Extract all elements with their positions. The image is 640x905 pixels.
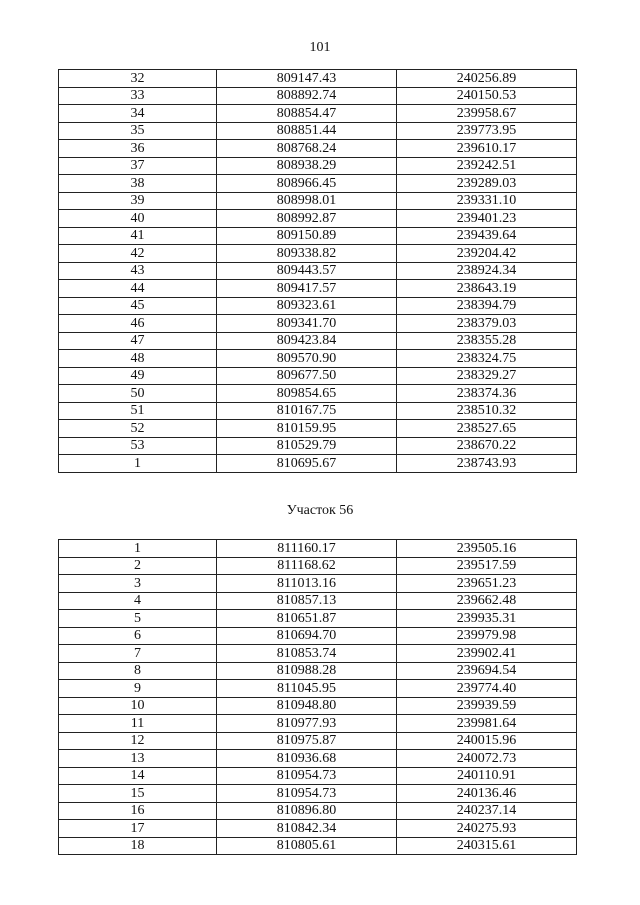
x-coordinate-cell: 810936.68	[217, 750, 397, 768]
x-coordinate-cell: 810651.87	[217, 610, 397, 628]
y-coordinate-cell: 240256.89	[397, 70, 577, 88]
table-row	[59, 540, 577, 558]
y-coordinate-cell: 240237.14	[397, 802, 577, 820]
point-number-cell: 4	[59, 592, 217, 610]
x-coordinate-cell: 809443.57	[217, 262, 397, 280]
table-row	[59, 227, 577, 245]
table-row	[59, 350, 577, 368]
x-coordinate-cell: 809677.50	[217, 367, 397, 385]
table-row	[59, 610, 577, 628]
x-coordinate-cell: 810695.67	[217, 455, 397, 473]
x-coordinate-cell: 808854.47	[217, 105, 397, 123]
x-coordinate-cell: 810948.80	[217, 697, 397, 715]
table-row	[59, 385, 577, 403]
x-coordinate-cell: 810954.73	[217, 785, 397, 803]
y-coordinate-cell: 239289.03	[397, 175, 577, 193]
point-number-cell: 48	[59, 350, 217, 368]
x-coordinate-cell: 810167.75	[217, 402, 397, 420]
point-number-cell: 8	[59, 662, 217, 680]
y-coordinate-cell: 238670.22	[397, 437, 577, 455]
table-row	[59, 732, 577, 750]
x-coordinate-cell: 810159.95	[217, 420, 397, 438]
table-row	[59, 820, 577, 838]
point-number-cell: 11	[59, 715, 217, 733]
x-coordinate-cell: 808998.01	[217, 192, 397, 210]
table-row	[59, 420, 577, 438]
page-number: 101	[309, 40, 331, 55]
point-number-cell: 16	[59, 802, 217, 820]
point-number-cell: 13	[59, 750, 217, 768]
table-row	[59, 105, 577, 123]
y-coordinate-cell: 239958.67	[397, 105, 577, 123]
point-number-cell: 49	[59, 367, 217, 385]
x-coordinate-cell: 809147.43	[217, 70, 397, 88]
point-number-cell: 5	[59, 610, 217, 628]
table-row	[59, 455, 577, 473]
y-coordinate-cell: 239204.42	[397, 245, 577, 263]
table-row	[59, 575, 577, 593]
point-number-cell: 36	[59, 140, 217, 158]
point-number-cell: 53	[59, 437, 217, 455]
point-number-cell: 15	[59, 785, 217, 803]
y-coordinate-cell: 238324.75	[397, 350, 577, 368]
point-number-cell: 38	[59, 175, 217, 193]
point-number-cell: 45	[59, 297, 217, 315]
y-coordinate-cell: 238355.28	[397, 332, 577, 350]
point-number-cell: 44	[59, 280, 217, 298]
point-number-cell: 32	[59, 70, 217, 88]
coordinates-table-2-body	[59, 540, 577, 855]
y-coordinate-cell: 239242.51	[397, 157, 577, 175]
point-number-cell: 3	[59, 575, 217, 593]
x-coordinate-cell: 808992.87	[217, 210, 397, 228]
y-coordinate-cell: 239694.54	[397, 662, 577, 680]
x-coordinate-cell: 809338.82	[217, 245, 397, 263]
y-coordinate-cell: 239651.23	[397, 575, 577, 593]
table-row	[59, 697, 577, 715]
point-number-cell: 47	[59, 332, 217, 350]
table-row	[59, 767, 577, 785]
x-coordinate-cell: 811013.16	[217, 575, 397, 593]
x-coordinate-cell: 809570.90	[217, 350, 397, 368]
point-number-cell: 1	[59, 455, 217, 473]
table-row	[59, 280, 577, 298]
y-coordinate-cell: 240150.53	[397, 87, 577, 105]
table-row	[59, 175, 577, 193]
y-coordinate-cell: 239935.31	[397, 610, 577, 628]
y-coordinate-cell: 238374.36	[397, 385, 577, 403]
x-coordinate-cell: 808966.45	[217, 175, 397, 193]
table-row	[59, 140, 577, 158]
x-coordinate-cell: 810529.79	[217, 437, 397, 455]
point-number-cell: 10	[59, 697, 217, 715]
y-coordinate-cell: 238379.03	[397, 315, 577, 333]
table-row	[59, 557, 577, 575]
x-coordinate-cell: 809854.65	[217, 385, 397, 403]
y-coordinate-cell: 239331.10	[397, 192, 577, 210]
y-coordinate-cell: 240072.73	[397, 750, 577, 768]
coordinates-table-2	[58, 539, 577, 855]
table-row	[59, 645, 577, 663]
y-coordinate-cell: 240136.46	[397, 785, 577, 803]
point-number-cell: 46	[59, 315, 217, 333]
x-coordinate-cell: 810694.70	[217, 627, 397, 645]
table-row	[59, 297, 577, 315]
x-coordinate-cell: 810853.74	[217, 645, 397, 663]
y-coordinate-cell: 239610.17	[397, 140, 577, 158]
point-number-cell: 51	[59, 402, 217, 420]
point-number-cell: 50	[59, 385, 217, 403]
y-coordinate-cell: 239773.95	[397, 122, 577, 140]
table-row	[59, 627, 577, 645]
table-row	[59, 87, 577, 105]
coordinates-table-1-body	[59, 70, 577, 473]
table-row	[59, 157, 577, 175]
x-coordinate-cell: 810857.13	[217, 592, 397, 610]
y-coordinate-cell: 239401.23	[397, 210, 577, 228]
point-number-cell: 35	[59, 122, 217, 140]
x-coordinate-cell: 809417.57	[217, 280, 397, 298]
y-coordinate-cell: 240275.93	[397, 820, 577, 838]
x-coordinate-cell: 810954.73	[217, 767, 397, 785]
table-row	[59, 750, 577, 768]
x-coordinate-cell: 809423.84	[217, 332, 397, 350]
x-coordinate-cell: 808892.74	[217, 87, 397, 105]
x-coordinate-cell: 808768.24	[217, 140, 397, 158]
x-coordinate-cell: 811168.62	[217, 557, 397, 575]
point-number-cell: 6	[59, 627, 217, 645]
section-title: Участок 56	[286, 503, 354, 518]
table-row	[59, 715, 577, 733]
table-row	[59, 437, 577, 455]
table-row	[59, 122, 577, 140]
table-row	[59, 680, 577, 698]
table-row	[59, 70, 577, 88]
x-coordinate-cell: 810842.34	[217, 820, 397, 838]
point-number-cell: 39	[59, 192, 217, 210]
x-coordinate-cell: 809150.89	[217, 227, 397, 245]
y-coordinate-cell: 238743.93	[397, 455, 577, 473]
table-row	[59, 192, 577, 210]
table-row	[59, 332, 577, 350]
y-coordinate-cell: 240015.96	[397, 732, 577, 750]
y-coordinate-cell: 239439.64	[397, 227, 577, 245]
y-coordinate-cell: 240315.61	[397, 837, 577, 855]
y-coordinate-cell: 239662.48	[397, 592, 577, 610]
point-number-cell: 2	[59, 557, 217, 575]
x-coordinate-cell: 810988.28	[217, 662, 397, 680]
y-coordinate-cell: 238329.27	[397, 367, 577, 385]
point-number-cell: 52	[59, 420, 217, 438]
point-number-cell: 18	[59, 837, 217, 855]
x-coordinate-cell: 811045.95	[217, 680, 397, 698]
point-number-cell: 12	[59, 732, 217, 750]
point-number-cell: 37	[59, 157, 217, 175]
x-coordinate-cell: 808938.29	[217, 157, 397, 175]
x-coordinate-cell: 810805.61	[217, 837, 397, 855]
y-coordinate-cell: 238510.32	[397, 402, 577, 420]
table-row	[59, 367, 577, 385]
point-number-cell: 33	[59, 87, 217, 105]
point-number-cell: 41	[59, 227, 217, 245]
point-number-cell: 7	[59, 645, 217, 663]
table-row	[59, 837, 577, 855]
x-coordinate-cell: 809323.61	[217, 297, 397, 315]
y-coordinate-cell: 239939.59	[397, 697, 577, 715]
table-row	[59, 262, 577, 280]
coordinates-table-1	[58, 69, 577, 473]
point-number-cell: 42	[59, 245, 217, 263]
x-coordinate-cell: 810896.80	[217, 802, 397, 820]
table-row	[59, 245, 577, 263]
y-coordinate-cell: 238643.19	[397, 280, 577, 298]
y-coordinate-cell: 238527.65	[397, 420, 577, 438]
table-row	[59, 802, 577, 820]
y-coordinate-cell: 239505.16	[397, 540, 577, 558]
point-number-cell: 17	[59, 820, 217, 838]
x-coordinate-cell: 811160.17	[217, 540, 397, 558]
point-number-cell: 40	[59, 210, 217, 228]
table-row	[59, 402, 577, 420]
table-row	[59, 592, 577, 610]
point-number-cell: 34	[59, 105, 217, 123]
y-coordinate-cell: 239979.98	[397, 627, 577, 645]
y-coordinate-cell: 239981.64	[397, 715, 577, 733]
x-coordinate-cell: 810977.93	[217, 715, 397, 733]
y-coordinate-cell: 238394.79	[397, 297, 577, 315]
y-coordinate-cell: 240110.91	[397, 767, 577, 785]
x-coordinate-cell: 809341.70	[217, 315, 397, 333]
table-row	[59, 662, 577, 680]
x-coordinate-cell: 808851.44	[217, 122, 397, 140]
point-number-cell: 43	[59, 262, 217, 280]
point-number-cell: 14	[59, 767, 217, 785]
x-coordinate-cell: 810975.87	[217, 732, 397, 750]
point-number-cell: 1	[59, 540, 217, 558]
point-number-cell: 9	[59, 680, 217, 698]
table-row	[59, 210, 577, 228]
y-coordinate-cell: 238924.34	[397, 262, 577, 280]
y-coordinate-cell: 239517.59	[397, 557, 577, 575]
y-coordinate-cell: 239902.41	[397, 645, 577, 663]
y-coordinate-cell: 239774.40	[397, 680, 577, 698]
table-row	[59, 315, 577, 333]
table-row	[59, 785, 577, 803]
